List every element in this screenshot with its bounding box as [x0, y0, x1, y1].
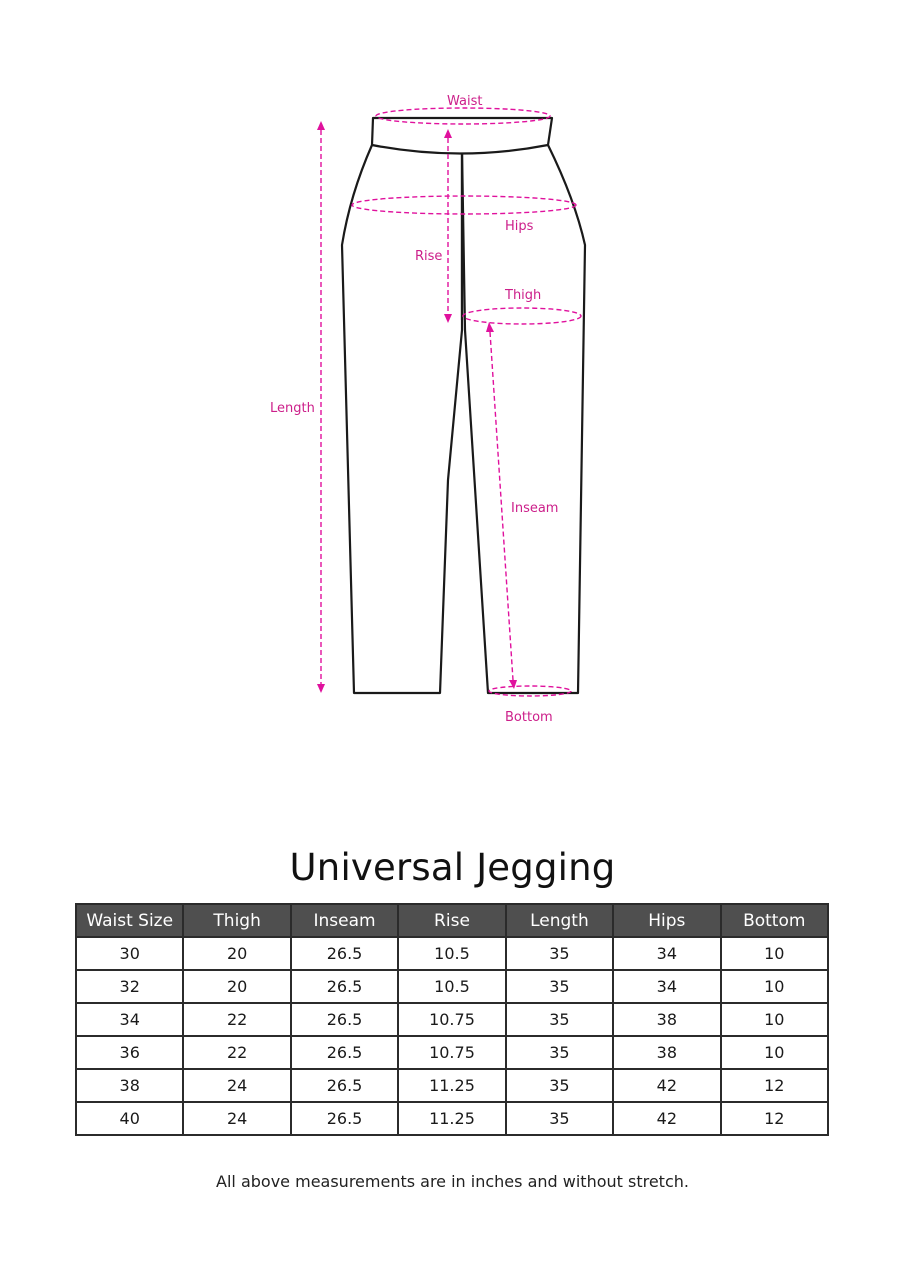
cell-thigh: 24 — [183, 1069, 290, 1102]
cell-rise: 10.5 — [398, 970, 505, 1003]
cell-hips: 34 — [613, 937, 720, 970]
pants-outline — [342, 118, 585, 693]
cell-hips: 38 — [613, 1003, 720, 1036]
cell-length: 35 — [506, 1102, 613, 1135]
table-row — [76, 1069, 828, 1102]
rise-label: Rise — [415, 249, 443, 264]
cell-hips: 38 — [613, 1036, 720, 1069]
chart-title: Universal Jegging — [289, 846, 616, 889]
table-row — [76, 937, 828, 970]
cell-inseam: 26.5 — [291, 937, 398, 970]
cell-rise: 10.5 — [398, 937, 505, 970]
cell-waist: 30 — [76, 937, 183, 970]
header-bottom: Bottom — [721, 904, 828, 937]
cell-hips: 34 — [613, 970, 720, 1003]
cell-waist: 38 — [76, 1069, 183, 1102]
cell-hips: 42 — [613, 1069, 720, 1102]
cell-length: 35 — [506, 1036, 613, 1069]
hips-label: Hips — [505, 219, 534, 234]
table-row — [76, 1102, 828, 1135]
header-hips: Hips — [613, 904, 720, 937]
cell-bottom: 10 — [721, 970, 828, 1003]
cell-bottom: 10 — [721, 1003, 828, 1036]
bottom-label: Bottom — [505, 710, 553, 725]
cell-thigh: 20 — [183, 970, 290, 1003]
cell-thigh: 24 — [183, 1102, 290, 1135]
cell-bottom: 10 — [721, 1036, 828, 1069]
cell-waist: 40 — [76, 1102, 183, 1135]
table-row — [76, 970, 828, 1003]
header-thigh: Thigh — [183, 904, 290, 937]
length-arrow — [317, 121, 325, 693]
cell-bottom: 10 — [721, 937, 828, 970]
cell-rise: 11.25 — [398, 1069, 505, 1102]
header-rise: Rise — [398, 904, 505, 937]
cell-waist: 36 — [76, 1036, 183, 1069]
cell-bottom: 12 — [721, 1069, 828, 1102]
cell-rise: 11.25 — [398, 1102, 505, 1135]
cell-thigh: 20 — [183, 937, 290, 970]
cell-thigh: 22 — [183, 1003, 290, 1036]
header-length: Length — [506, 904, 613, 937]
table-row — [76, 1036, 828, 1069]
header-waist-size: Waist Size — [76, 904, 183, 937]
header-inseam: Inseam — [291, 904, 398, 937]
cell-inseam: 26.5 — [291, 970, 398, 1003]
footnote: All above measurements are in inches and without stretch. — [216, 1172, 689, 1191]
cell-bottom: 12 — [721, 1102, 828, 1135]
inseam-label: Inseam — [511, 501, 559, 516]
cell-inseam: 26.5 — [291, 1102, 398, 1135]
thigh-label: Thigh — [505, 288, 542, 303]
cell-thigh: 22 — [183, 1036, 290, 1069]
length-label: Length — [270, 401, 315, 416]
cell-length: 35 — [506, 970, 613, 1003]
cell-length: 35 — [506, 1003, 613, 1036]
cell-waist: 34 — [76, 1003, 183, 1036]
cell-hips: 42 — [613, 1102, 720, 1135]
cell-rise: 10.75 — [398, 1003, 505, 1036]
cell-inseam: 26.5 — [291, 1069, 398, 1102]
cell-inseam: 26.5 — [291, 1003, 398, 1036]
cell-length: 35 — [506, 937, 613, 970]
cell-inseam: 26.5 — [291, 1036, 398, 1069]
cell-length: 35 — [506, 1069, 613, 1102]
cell-rise: 10.75 — [398, 1036, 505, 1069]
cell-waist: 32 — [76, 970, 183, 1003]
table-header-row — [76, 904, 828, 937]
waist-label: Waist — [447, 94, 483, 109]
table-row — [76, 1003, 828, 1036]
size-chart-table — [75, 903, 829, 1136]
